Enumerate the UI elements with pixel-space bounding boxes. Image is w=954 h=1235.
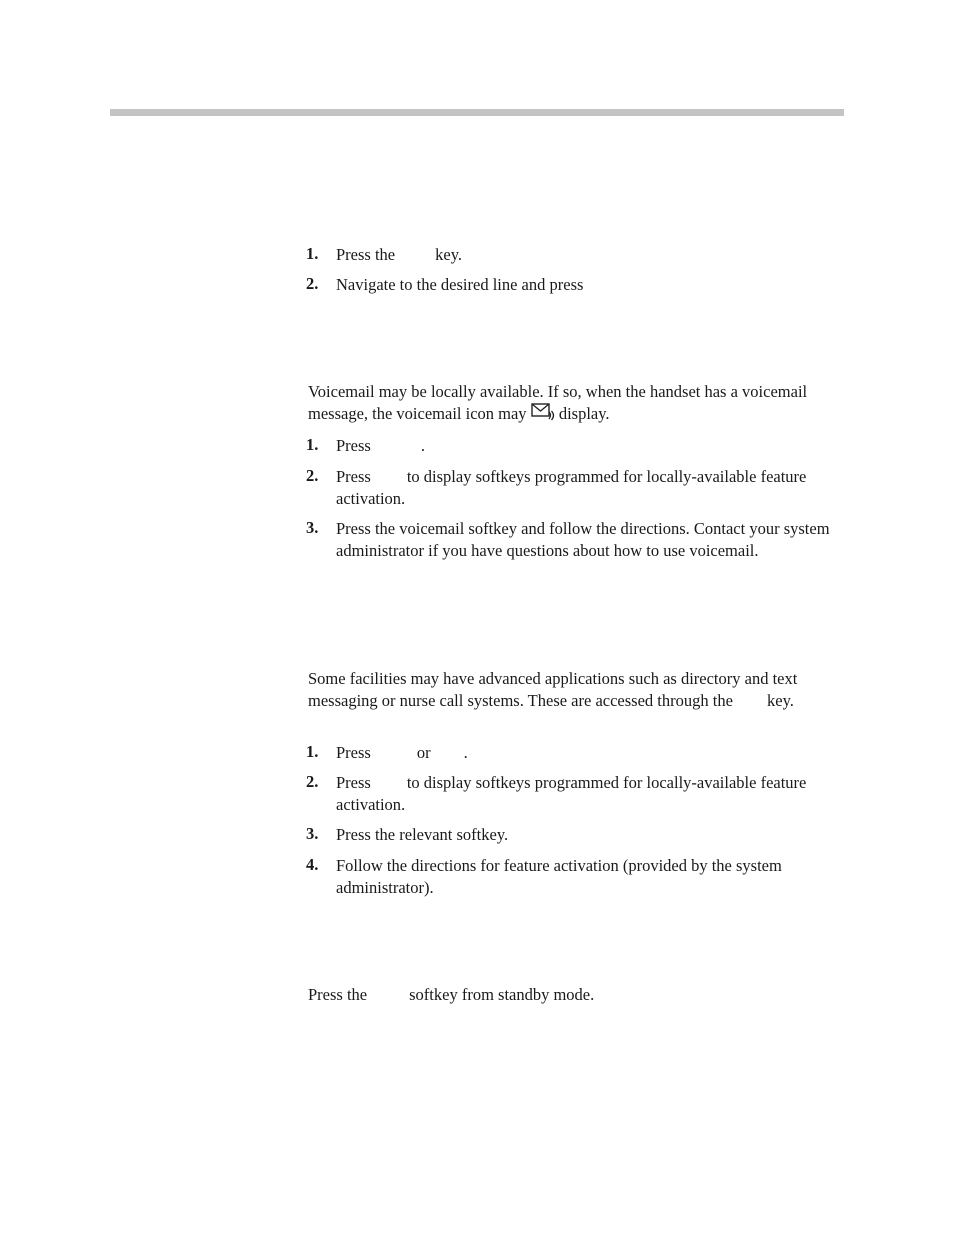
step-text: to display softkeys programmed for locally-available feature activation. (336, 467, 807, 508)
applications-intro: Some facilities may have advanced applications such as directory and text messaging or nurse call systems. These are accessed through the key. (308, 669, 798, 710)
list-item (306, 855, 844, 898)
step-text: or (416, 743, 431, 762)
step-text: Press the voicemail softkey and follow the directions. Contact your system administrator if you have questions about how to use voicemail. (336, 519, 830, 560)
step-number: 1. (306, 742, 319, 761)
step-text: Navigate to the desired line and press (336, 275, 584, 294)
step-text: . (463, 743, 468, 762)
step-text: to display softkeys programmed for locally-available feature activation. (336, 773, 807, 814)
step-number: 4. (306, 855, 319, 874)
step-number: 3. (306, 518, 319, 537)
list-item (306, 742, 844, 764)
step-text: Press (336, 743, 371, 762)
step-text: Press the (336, 245, 396, 264)
step-text: Press (336, 773, 371, 792)
list-item (306, 435, 844, 457)
step-number: 2. (306, 772, 319, 791)
step-text: Press (336, 467, 371, 486)
standby-instruction: Press the softkey from standby mode. (308, 985, 595, 1004)
list-item (306, 466, 844, 509)
list-item (306, 824, 844, 846)
step-number: 1. (306, 435, 319, 454)
step-number: 1. (306, 244, 319, 263)
voicemail-envelope-icon (531, 403, 555, 421)
step-text: Press the relevant softkey. (336, 825, 509, 844)
list-item (306, 244, 844, 266)
step-number: 3. (306, 824, 319, 843)
voicemail-intro: Voicemail may be locally available. If so, when the handset has a voicemail message, the voicemail icon may display. (308, 382, 808, 423)
list-item (306, 518, 844, 561)
step-text: Follow the directions for feature activation (provided by the system administrator). (336, 856, 782, 897)
step-text: key. (435, 245, 463, 264)
step-text: . (420, 436, 425, 455)
header-rule (110, 109, 844, 116)
step-number: 2. (306, 274, 319, 293)
step-number: 2. (306, 466, 319, 485)
step-text: Press (336, 436, 371, 455)
list-item (306, 772, 844, 815)
list-item (306, 274, 844, 296)
